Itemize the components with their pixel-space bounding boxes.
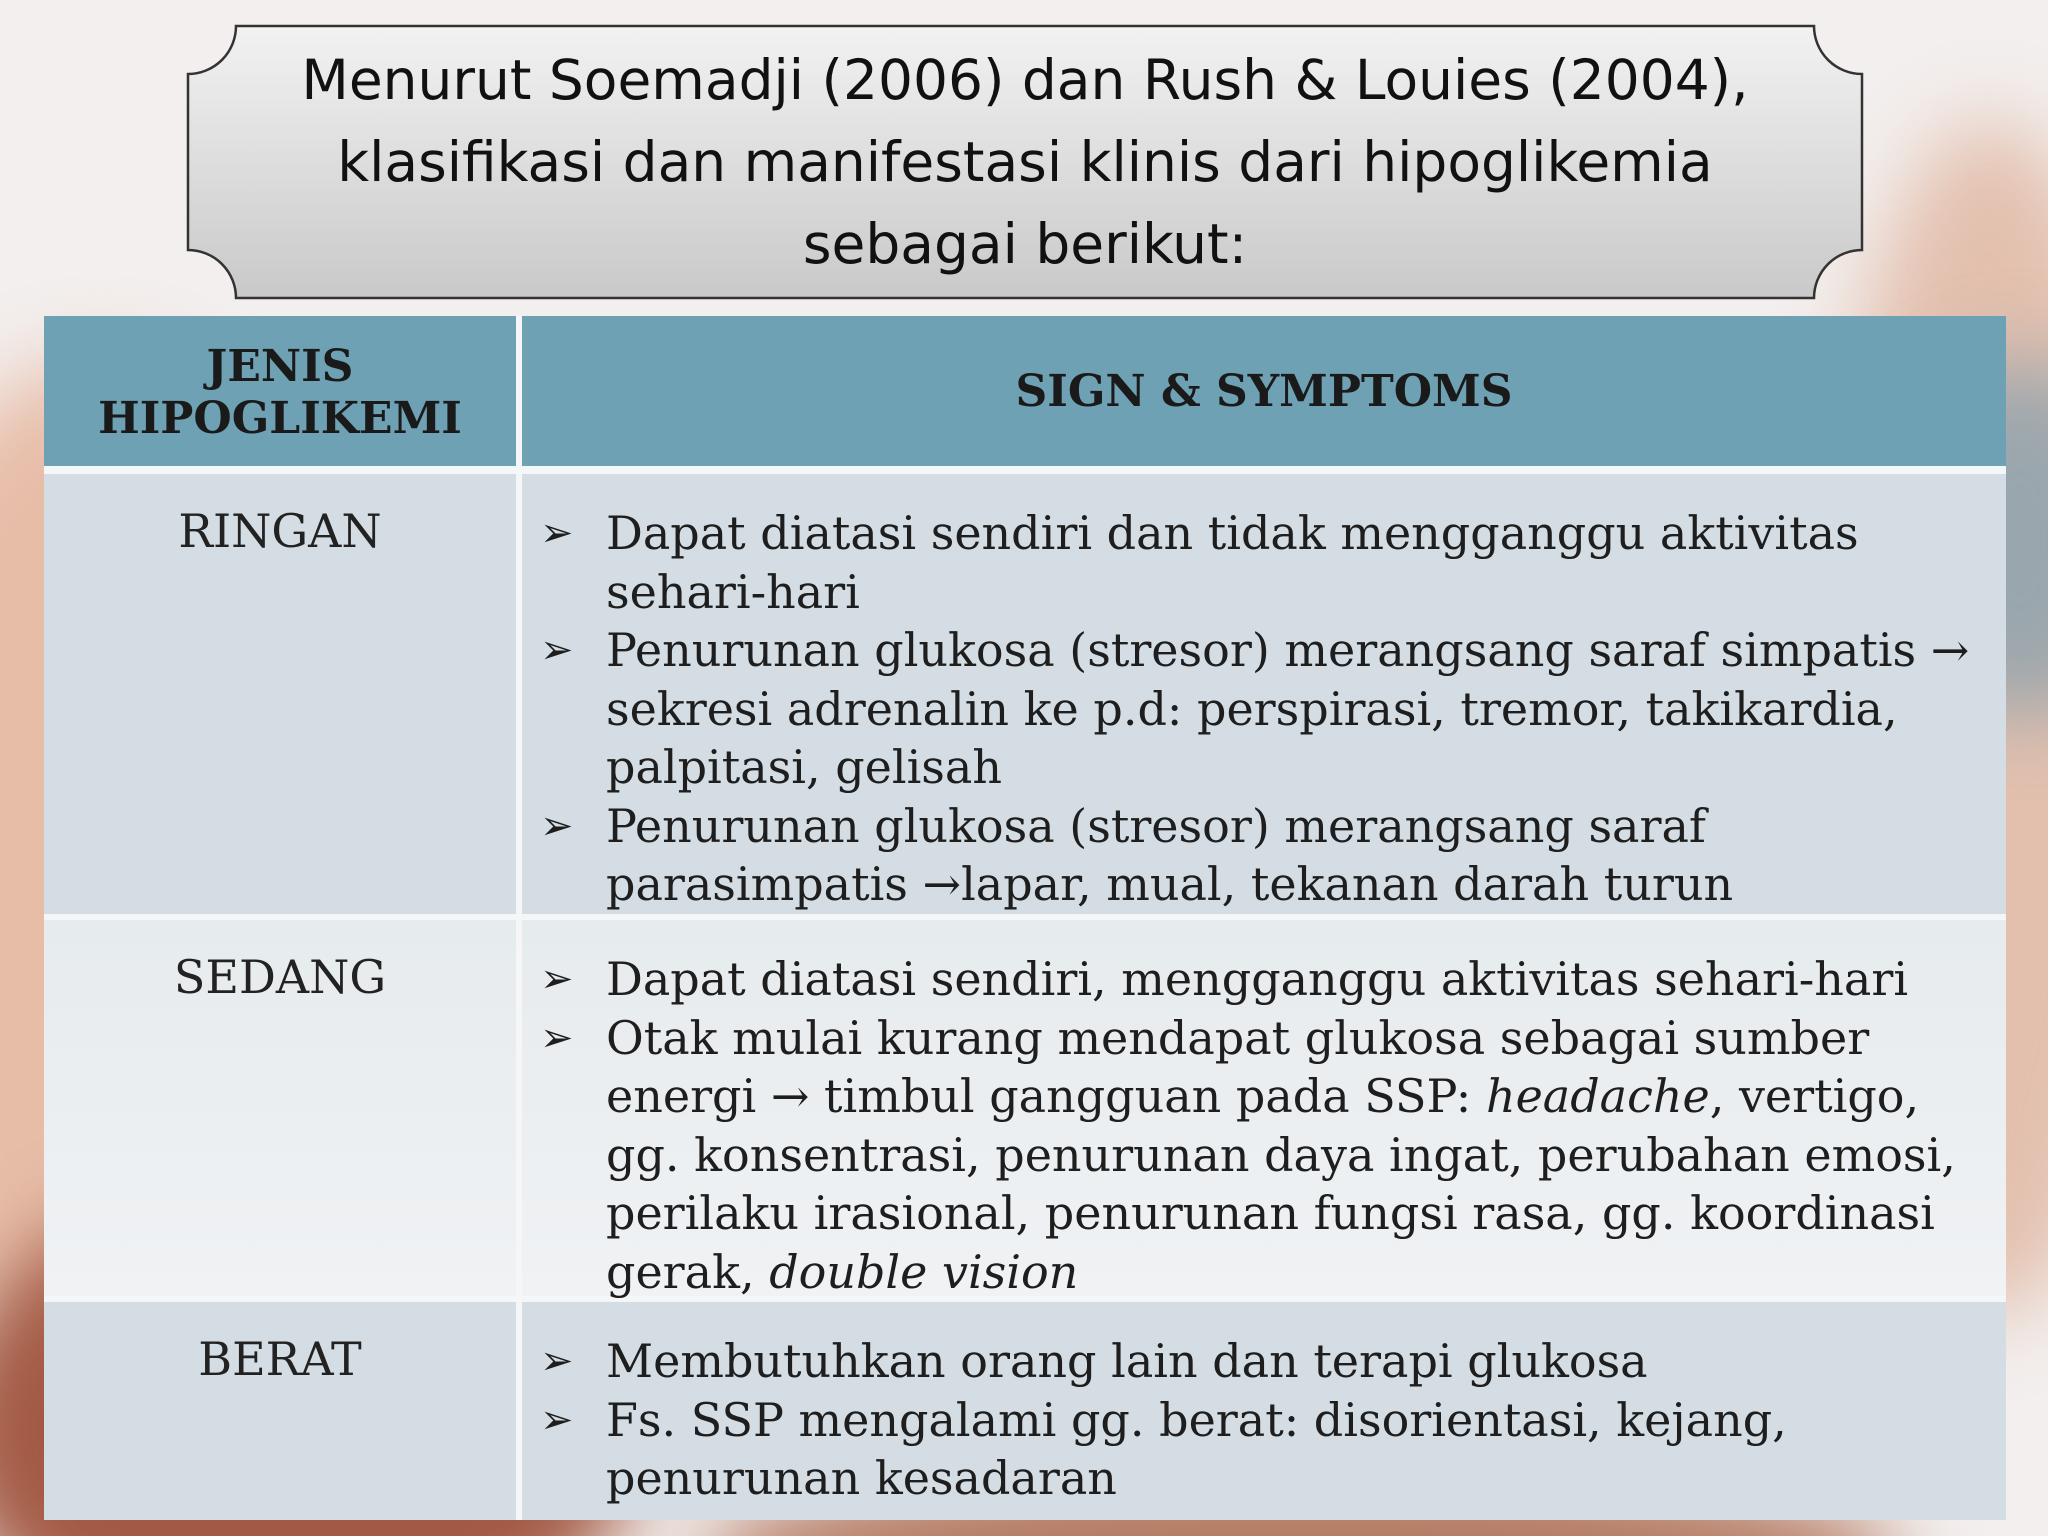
type-cell-ringan: RINGAN [44, 474, 522, 914]
symptoms-cell-ringan [522, 474, 2006, 914]
arrow-bullet-icon: ➢ [540, 1014, 574, 1061]
header-symptoms: SIGN & SYMPTOMS [522, 316, 2006, 474]
page-title [186, 24, 1864, 300]
arrow-bullet-icon: ➢ [540, 1396, 574, 1443]
header-type [44, 316, 522, 474]
arrow-bullet-icon: ➢ [540, 510, 574, 556]
symptoms-cell-sedang [522, 914, 2006, 1299]
hypoglycemia-table [44, 316, 2006, 1520]
list-item: ➢ Dapat diatasi sendiri dan tidak mengganggu aktivitas sehari-hari [540, 506, 1859, 619]
arrow-bullet-icon: ➢ [540, 956, 574, 1002]
header-type-line-1: JENIS [206, 341, 354, 392]
list-item: ➢ Fs. SSP mengalami gg. berat: disorientasi, kejang, penurunan kesadaran [540, 1392, 1787, 1505]
arrow-bullet-icon: ➢ [540, 1338, 574, 1384]
list-item: ➢ Penurunan glukosa (stresor) merangsang saraf parasimpatis →lapar, mual, tekanan darah turun [540, 798, 1734, 911]
arrow-bullet-icon: ➢ [540, 627, 574, 673]
header-type-line-2: HIPOGLIKEMI [98, 393, 462, 444]
symptoms-cell-berat [522, 1296, 2006, 1520]
type-cell-berat: BERAT [44, 1296, 522, 1520]
title-line-2: klasifikasi dan manifestasi klinis dari hipoglikemia [337, 130, 1713, 194]
list-item: ➢ Dapat diatasi sendiri, mengganggu aktivitas sehari-hari [540, 950, 1996, 1009]
list-item: ➢ Penurunan glukosa (stresor) merangsang saraf simpatis → sekresi adrenalin ke p.d: perspirasi, tremor, takikardia, palpitasi, gelisah [540, 623, 1970, 794]
title-line-3: sebagai berikut: [802, 212, 1248, 276]
list-item: ➢ Otak mulai kurang mendapat glukosa sebagai sumber energi → timbul gangguan pada SSP: headache, vertigo, gg. konsentrasi, penurunan daya ingat, perubahan emosi, perilaku irasional, penurunan fungsi rasa, gg. koordinasi gerak, double vision [540, 1010, 1956, 1299]
list-item: ➢ Membutuhkan orang lain dan terapi glukosa [540, 1332, 1996, 1391]
arrow-bullet-icon: ➢ [540, 802, 574, 849]
title-banner [186, 24, 1864, 300]
type-cell-sedang: SEDANG [44, 914, 522, 1296]
title-line-1: Menurut Soemadji (2006) dan Rush & Louies (2004), [301, 48, 1749, 112]
